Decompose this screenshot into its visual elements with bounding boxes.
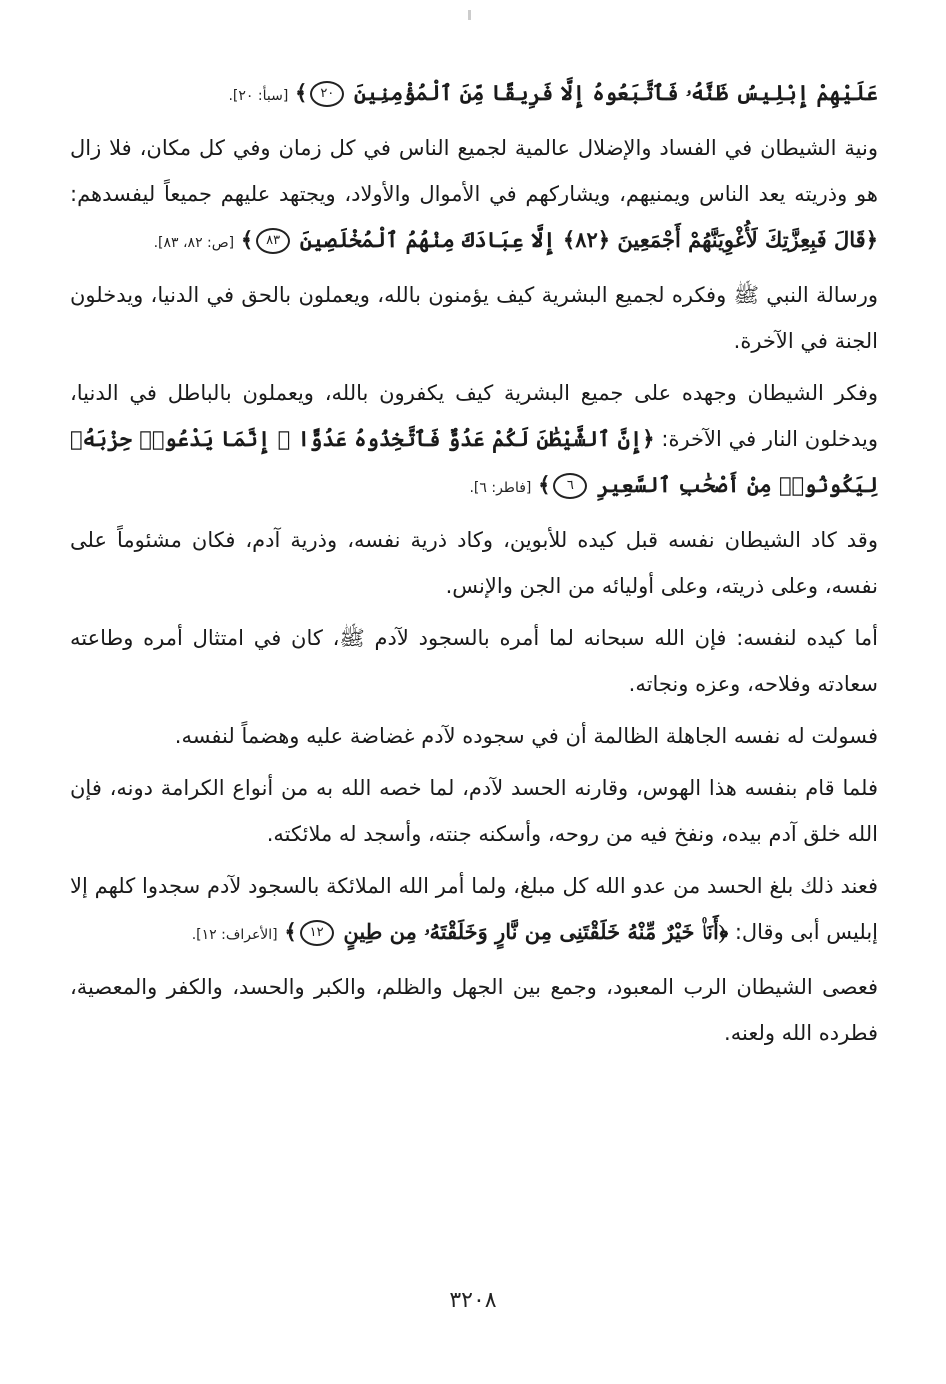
paragraph-text: فعصى الشيطان الرب المعبود، وجمع بين الجهل والظلم، والكبر والحسد، والكفر والمعصية، فطرده الله ولعنه. — [70, 975, 878, 1045]
paragraph-text: فسولت له نفسه الجاهلة الظالمة أن في سجوده لآدم غضاضة عليه وهضماً لنفسه. — [174, 724, 878, 748]
verse-number-badge: ٢٠ — [310, 81, 344, 107]
paragraph-9 — [70, 863, 878, 958]
quran-verse: إِنَّ ٱلشَّيْطَٰنَ لَكُمْ عَدُوٌّ فَٱتَّخِذُوهُ عَدُوًّا ۚ إِنَّمَا يَدْعُوا۟ حِزْبَهُۥ لِيَكُونُوا۟ مِنْ أَصْحَٰبِ ٱلسَّعِيرِ — [70, 426, 878, 497]
paragraph-10 — [70, 964, 878, 1056]
paragraph-5 — [70, 517, 878, 609]
quran-verse: أَنَا۠ خَيْرٌ مِّنْهُ خَلَقْتَنِى مِن نَّارٍ وَخَلَقْتَهُۥ مِن طِينٍ — [343, 919, 719, 944]
paragraph-text: وفكر الشيطان وجهده على جميع البشرية كيف يكفرون بالله، ويعملون بالباطل في الدنيا، ويدخلون النار في الآخرة: — [70, 381, 878, 451]
page-number: ٣٢٠٨ — [449, 1288, 497, 1313]
verse-number-badge: ٦ — [553, 473, 587, 499]
scan-mark — [468, 10, 471, 20]
verse-reference: [فاطر: ٦]. — [469, 480, 532, 496]
paragraph-text: وقد كاد الشيطان نفسه قبل كيده للأبوين، وكاد ذرية نفسه، وذرية آدم، فكان مشئوماً على نفسه، وعلى ذريته، وعلى أوليائه من الجن والإنس. — [70, 528, 878, 598]
verse-number-badge: ١٢ — [300, 920, 334, 946]
verse-open-bracket: ﴿ — [718, 919, 729, 944]
verse-reference: [سبأ: ٢٠]. — [228, 88, 289, 104]
verse-close-bracket: ﴾ — [294, 80, 308, 105]
paragraph-8 — [70, 765, 878, 857]
paragraph-text: فعند ذلك بلغ الحسد من عدو الله كل مبلغ، ولما أمر الله الملائكة بالسجود لآدم سجدوا كلهم إلا إبليس أبى وقال: — [70, 874, 878, 944]
paragraph-6 — [70, 615, 878, 707]
quran-verse: قَالَ فَبِعِزَّتِكَ لَأُغْوِيَنَّهُمْ أَجْمَعِينَ ﴿٨٢﴾ إِلَّا عِبَادَكَ مِنْهُمُ ٱلْمُخْلَصِينَ — [299, 227, 866, 252]
paragraph-text: أما كيده لنفسه: فإن الله سبحانه لما أمره بالسجود لآدم ﷺ، كان في امتثال أمره وطاعته سعادته وفلاحه، وعزه ونجاته. — [70, 626, 878, 696]
verse-open-bracket: ﴿ — [865, 227, 878, 252]
paragraph-4 — [70, 370, 878, 511]
verse-number-badge: ٨٣ — [256, 228, 290, 254]
paragraph-1 — [70, 70, 878, 119]
paragraph-text: ورسالة النبي ﷺ وفكره لجميع البشرية كيف يؤمنون بالله، ويعملون بالحق في الدنيا، ويدخلون الجنة في الآخرة. — [70, 283, 878, 353]
verse-reference: [ص: ٨٢، ٨٣]. — [153, 235, 235, 251]
verse-reference: [الأعراف: ١٢]. — [191, 927, 278, 943]
verse-open-bracket: ﴿ — [642, 426, 655, 451]
paragraph-text: فلما قام بنفسه هذا الهوس، وقارنه الحسد لآدم، لما خصه الله به من أنواع الكرامة دونه، فإن الله خلق آدم بيده، ونفخ فيه من روحه، وأسكنه جنته، وأسجد له ملائكته. — [70, 776, 878, 846]
paragraph-text: ونية الشيطان في الفساد والإضلال عالمية لجميع الناس في كل زمان وفي كل مكان، فلا زال هو وذريته يعد الناس ويمنيهم، ويشاركهم في الأموال والأولاد، ويجتهد عليهم جميعاً ليفسدهم: — [70, 136, 878, 206]
verse-close-bracket: ﴾ — [284, 919, 297, 944]
page-body — [70, 70, 878, 1062]
paragraph-7 — [70, 713, 878, 759]
verse-close-bracket: ﴾ — [240, 227, 254, 252]
quran-verse: عَلَيْهِمْ إِبْلِيسُ ظَنَّهُۥ فَٱتَّبَعُوهُ إِلَّا فَرِيقًا مِّنَ ٱلْمُؤْمِنِينَ — [353, 80, 878, 105]
verse-close-bracket: ﴾ — [538, 472, 551, 497]
paragraph-3 — [70, 272, 878, 364]
paragraph-2 — [70, 125, 878, 266]
